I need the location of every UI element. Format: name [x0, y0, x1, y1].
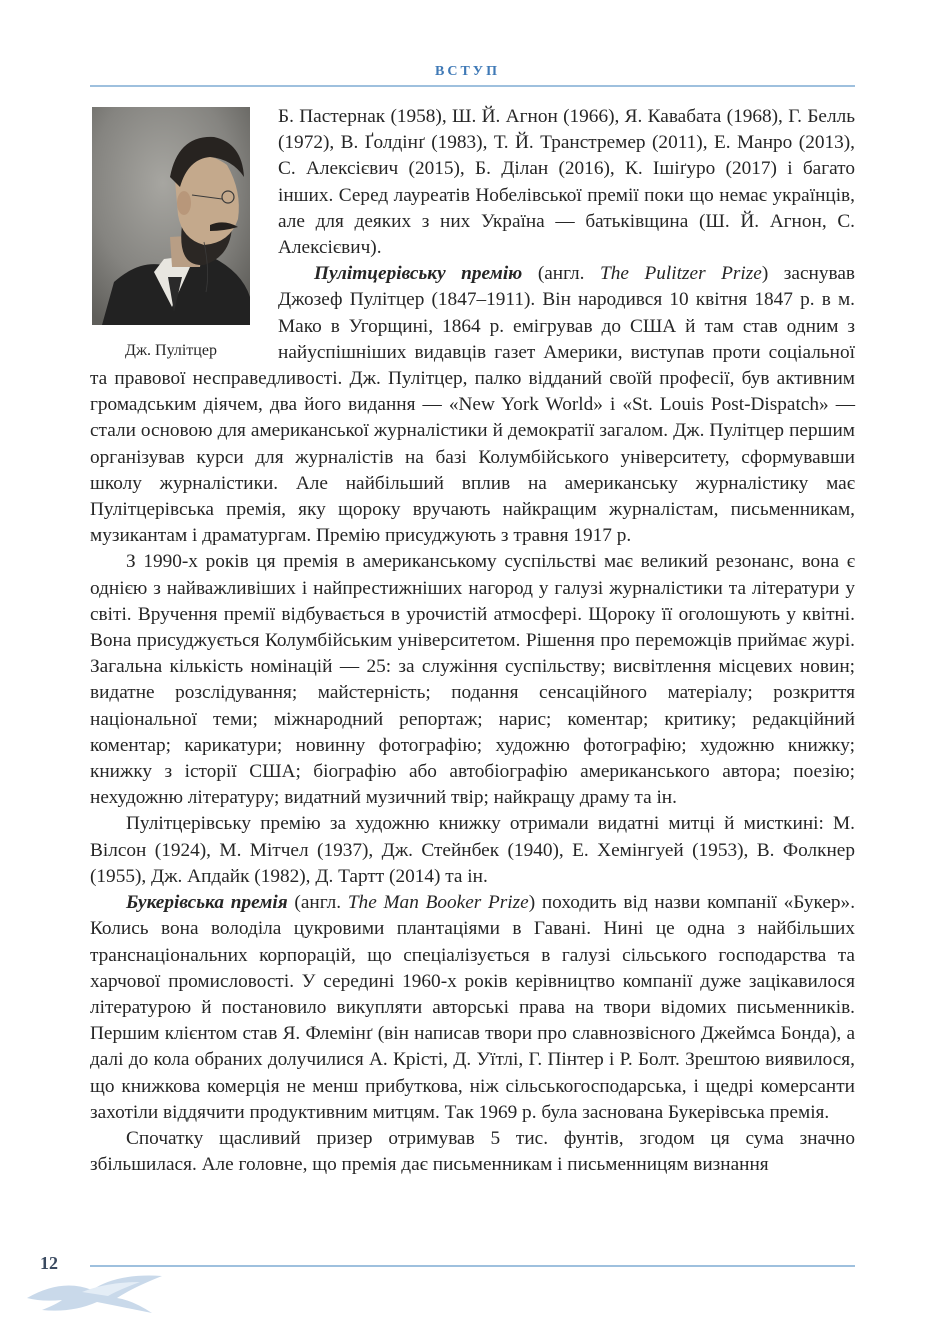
running-header: ВСТУП — [435, 64, 500, 79]
text-run: (англ. — [522, 263, 601, 285]
bird-icon — [22, 1268, 167, 1318]
emphasis-text: The Man Booker Prize — [347, 892, 529, 914]
emphasis-text: Пулітцерівську премію — [314, 263, 523, 285]
body-text — [90, 104, 855, 1178]
paragraph — [90, 811, 855, 890]
text-run: ) заснував Джозеф Пулітцер (1847–1911). Він народився 10 квітня 1847 р. в м. Мако в Угорщині, 1864 р. емігрував до США й там став одним з найуспішніших видавців газет Америки, виступав проти соціальної та правової несправедливості. Дж. Пулітцер, палко відданий своїй професії, був активним громадським діячем, два його видання — «New York World» і «St. Louis Post-Dispatch» — стали основою для американської журналістики й демократії загалом. Дж. Пулітцер першим організував курси для журналістів на базі Колумбійського університету, сформувавши школу журналістики. Але найбільший вплив на американську журналістику має Пулітцерівська премія, яку щороку вручають найкращим журналістам, письменникам, музикантам і драматургам. Премію присуджують з травня 1917 р. — [90, 263, 856, 547]
footer-divider — [90, 1265, 855, 1267]
text-run: Спочатку щасливий призер отримував 5 тис. фунтів, згодом ця сума значно збільшилася. Але головне, що премія дає письменникам і письменницям визнання — [90, 1127, 855, 1176]
text-run: Б. Пастернак (1958), Ш. Й. Агнон (1966), Я. Кавабата (1968), Г. Белль (1972), В. Ґолдінґ (1983), Т. Й. Транстремер (2011), Е. Манро (2013), С. Алексієвич (2015), Б. Ділан (2016), К. Ішіґуро (2017) і багато інших. Серед лауреатів Нобелівської премії поки що немає українців, але для деяких з них Україна — батьківщина (Ш. Й. Агнон, С. Алексієвич). — [278, 106, 855, 259]
text-run: З 1990-х років ця премія в американському суспільстві має великий резонанс, вона є однією з найважливіших і найпрестижніших нагород у галузі журналістики та літератури у світі. Вручення премії відбувається в урочистій атмосфері. Щороку її оголошують у квітні. Вона присуджується Колумбійським університетом. Рішення про переможців приймає журі. Загальна кількість номінацій — 25: за служіння суспільству; висвітлення місцевих новин; видатне розслідування; майстерність; подання сенсаційного матеріалу; розкриття національної теми; міжнародний репортаж; нарис; коментар; критику; редакційний коментар; карикатури; новинну фотографію; художню фотографію; художню книжку; книжку з історії США; біографію або автобіографію американського автора; поезію; нехудожню літературу; видатний музичний твір; найкращу драму та ін. — [90, 551, 855, 809]
emphasis-text: The Pulitzer Prize — [600, 263, 762, 285]
text-run: (англ. — [287, 892, 348, 914]
page-number: 12 — [40, 1253, 58, 1273]
emphasis-text: Букерівська премія — [126, 892, 288, 914]
figure-caption: Дж. Пулітцер — [125, 342, 217, 359]
header-divider — [90, 85, 855, 87]
paragraph — [90, 890, 855, 1126]
paragraph — [90, 549, 855, 811]
text-run: Пулітцерівську премію за художню книжку отримали видатні митці й мисткині: М. Вілсон (1924), М. Мітчел (1937), Дж. Стейнбек (1940), Е. Хемінгуей (1953), В. Фолкнер (1955), Дж. Апдайк (1982), Д. Тартт (2014) та ін. — [90, 813, 855, 887]
paragraph — [90, 1126, 855, 1178]
figure-spacer — [90, 104, 278, 362]
text-run: ) походить від назви компанії «Букер». Колись вона володіла цукровими плантаціями в Гавані. Нині це одна з найбільших транснаціональних корпорацій, що спеціалізується в галузі сільського господарства та харчової промисловості. У середині 1960-х років керівництво компанії дуже зацікавилося літературою й постановило викупляти авторські права на твори відомих письменників. Першим клієнтом став Я. Флемінґ (він написав твори про славнозвісного Джеймса Бонда), а далі до кола обраних долучилися А. Крісті, Д. Уїтлі, Г. Пінтер і Р. Болт. Зрештою виявилося, що книжкова комерція не менш прибуткова, ніж сільськогосподарська, і щедрі комерсанти захотіли віддячити продуктивним митцям. Так 1969 р. була заснована Букерівська премія. — [90, 892, 856, 1123]
